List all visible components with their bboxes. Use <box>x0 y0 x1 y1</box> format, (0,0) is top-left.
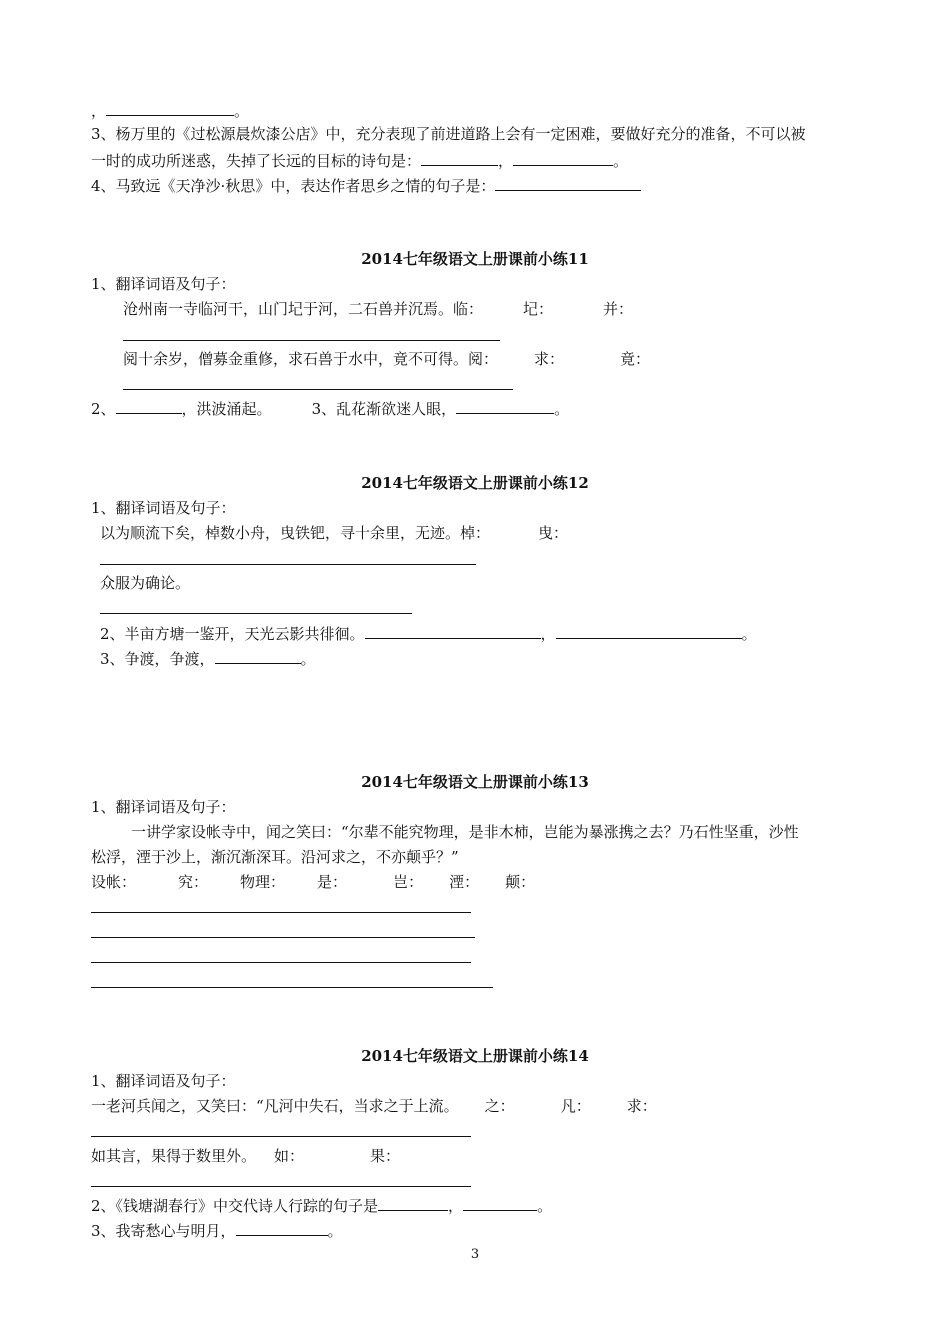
answer-line[interactable] <box>91 1186 471 1187</box>
intro-q3-line1: 3、杨万里的《过松源晨炊漆公店》中，充分表现了前进道路上会有一定困难，要做好充分的准备，不可以被 <box>91 125 806 143</box>
answer-blank[interactable] <box>378 1195 448 1211</box>
s12-q1: 1、翻译词语及句子： <box>91 499 236 517</box>
answer-blank[interactable] <box>495 175 641 191</box>
answer-line[interactable] <box>91 987 493 988</box>
answer-line[interactable] <box>100 613 412 614</box>
intro-line-0: ， 。 <box>91 102 250 120</box>
answer-blank[interactable] <box>421 150 498 166</box>
answer-line[interactable] <box>91 962 471 963</box>
s13-words: 设帐： 究： 物理： 是： 岂： 湮： 颠： <box>91 873 536 891</box>
answer-blank[interactable] <box>365 623 541 639</box>
answer-line[interactable] <box>91 937 475 938</box>
s13-q1: 1、翻译词语及句子： <box>91 798 236 816</box>
s12-sentence-2: 众服为确论。 <box>100 574 191 592</box>
s11-q2-q3: 2、 ，洪波涌起。 3、乱花渐欲迷人眼， 。 <box>91 400 570 418</box>
intro-q3-line2: 一时的成功所迷惑，失掉了长远的目标的诗句是： ， 。 <box>91 152 629 170</box>
answer-blank[interactable] <box>463 1195 537 1211</box>
s13-paragraph-line1: 一讲学家设帐寺中，闻之笑曰：“尔辈不能究物理，是非木柿，岂能为暴涨携之去？乃石性坚重，沙性 <box>131 823 799 841</box>
section-title-11: 2014七年级语文上册课前小练11 <box>361 250 589 268</box>
s14-q1: 1、翻译词语及句子： <box>91 1072 236 1090</box>
section-title-12: 2014七年级语文上册课前小练12 <box>361 474 589 492</box>
s11-sentence-1: 沧州南一寺临河干，山门圮于河，二石兽并沉焉。临： 圮： 并： <box>123 300 634 318</box>
intro-q4: 4、马致远《天净沙·秋思》中，表达作者思乡之情的句子是： <box>91 175 641 196</box>
answer-blank[interactable] <box>215 648 301 664</box>
answer-blank[interactable] <box>116 398 182 414</box>
s14-q2: 2、《钱塘湖春行》中交代诗人行踪的句子是 ， 。 <box>91 1197 553 1215</box>
s14-sentence-1: 一老河兵闻之，又笑曰：“凡河中失石，当求之于上流。 之： 凡： 求： <box>91 1097 657 1115</box>
s14-sentence-2: 如其言，果得于数里外。 如： 果： <box>91 1147 401 1165</box>
s11-q1: 1、翻译词语及句子： <box>91 275 236 293</box>
section-title-14: 2014七年级语文上册课前小练14 <box>361 1047 589 1065</box>
answer-line[interactable] <box>91 1136 471 1137</box>
section-title-13: 2014七年级语文上册课前小练13 <box>361 773 589 791</box>
s13-paragraph-line2: 松浮，湮于沙上，渐沉渐深耳。沿河求之，不亦颠乎？” <box>91 848 459 866</box>
s12-q2: 2、半亩方塘一鉴开，天光云影共徘徊。 ， 。 <box>100 625 757 643</box>
s12-q3: 3、争渡，争渡， 。 <box>100 650 316 668</box>
s11-sentence-2: 阅十余岁，僧募金重修，求石兽于水中，竟不可得。阅： 求： 竟： <box>123 350 651 368</box>
answer-blank[interactable] <box>513 150 613 166</box>
answer-line[interactable] <box>100 564 476 565</box>
s14-q3: 3、我寄愁心与明月， 。 <box>91 1222 343 1240</box>
answer-blank[interactable] <box>106 100 234 116</box>
answer-line[interactable] <box>123 389 513 390</box>
page-number: 3 <box>470 1247 480 1262</box>
s12-sentence-1: 以为顺流下矣，棹数小舟，曳铁钯，寻十余里，无迹。棹： 曳： <box>100 524 569 542</box>
answer-blank[interactable] <box>236 1220 328 1236</box>
answer-blank[interactable] <box>556 623 742 639</box>
answer-line[interactable] <box>123 340 500 341</box>
answer-blank[interactable] <box>456 398 554 414</box>
answer-line[interactable] <box>91 912 471 913</box>
